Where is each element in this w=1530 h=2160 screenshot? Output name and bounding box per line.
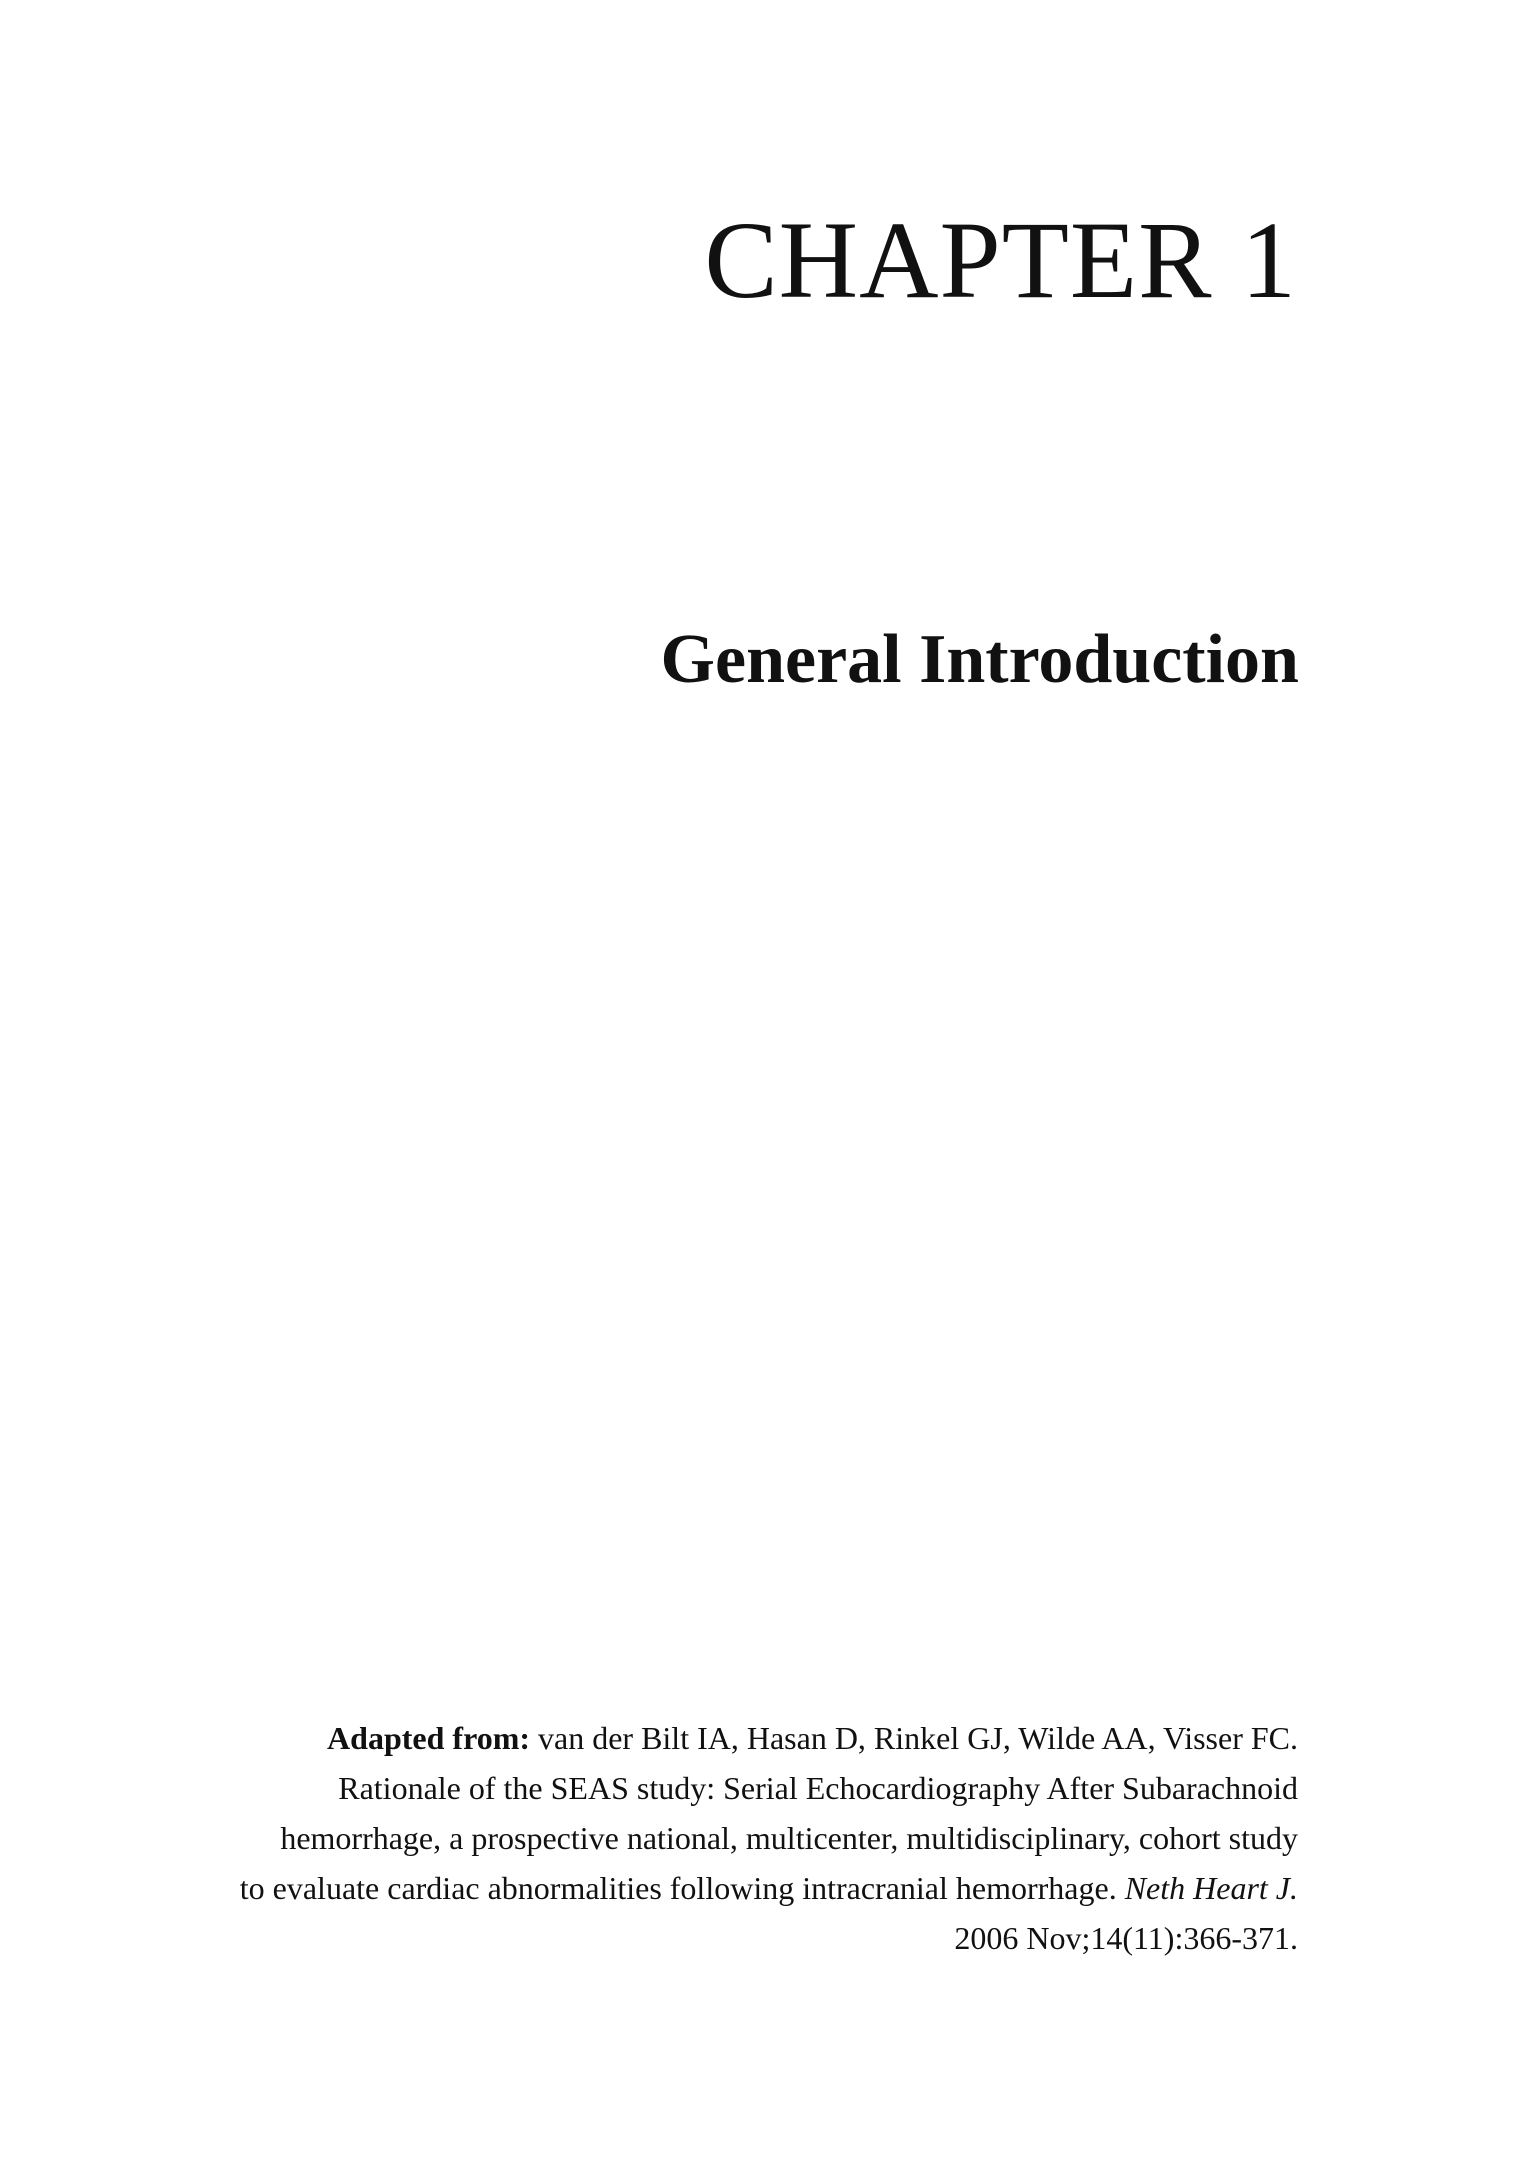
chapter-heading: CHAPTER 1 (704, 199, 1297, 321)
citation-label: Adapted from: (327, 1720, 530, 1756)
citation-details: 2006 Nov;14(11):366-371. (954, 1920, 1298, 1956)
citation-line-3: hemorrhage, a prospective national, multicenter, multidisciplinary, cohort study (280, 1820, 1298, 1856)
citation-block (198, 1713, 1298, 1963)
citation-line-2: Rationale of the SEAS study: Serial Echocardiography After Subarachnoid (338, 1770, 1298, 1806)
citation-authors: van der Bilt IA, Hasan D, Rinkel GJ, Wilde AA, Visser FC. (530, 1720, 1298, 1756)
citation-journal: Neth Heart J. (1124, 1870, 1298, 1906)
chapter-title: General Introduction (660, 621, 1299, 698)
citation-line-4 (198, 1863, 1298, 1913)
citation-line-1 (198, 1713, 1298, 1763)
citation-line-4-text: to evaluate cardiac abnormalities following intracranial hemorrhage. (239, 1870, 1125, 1906)
